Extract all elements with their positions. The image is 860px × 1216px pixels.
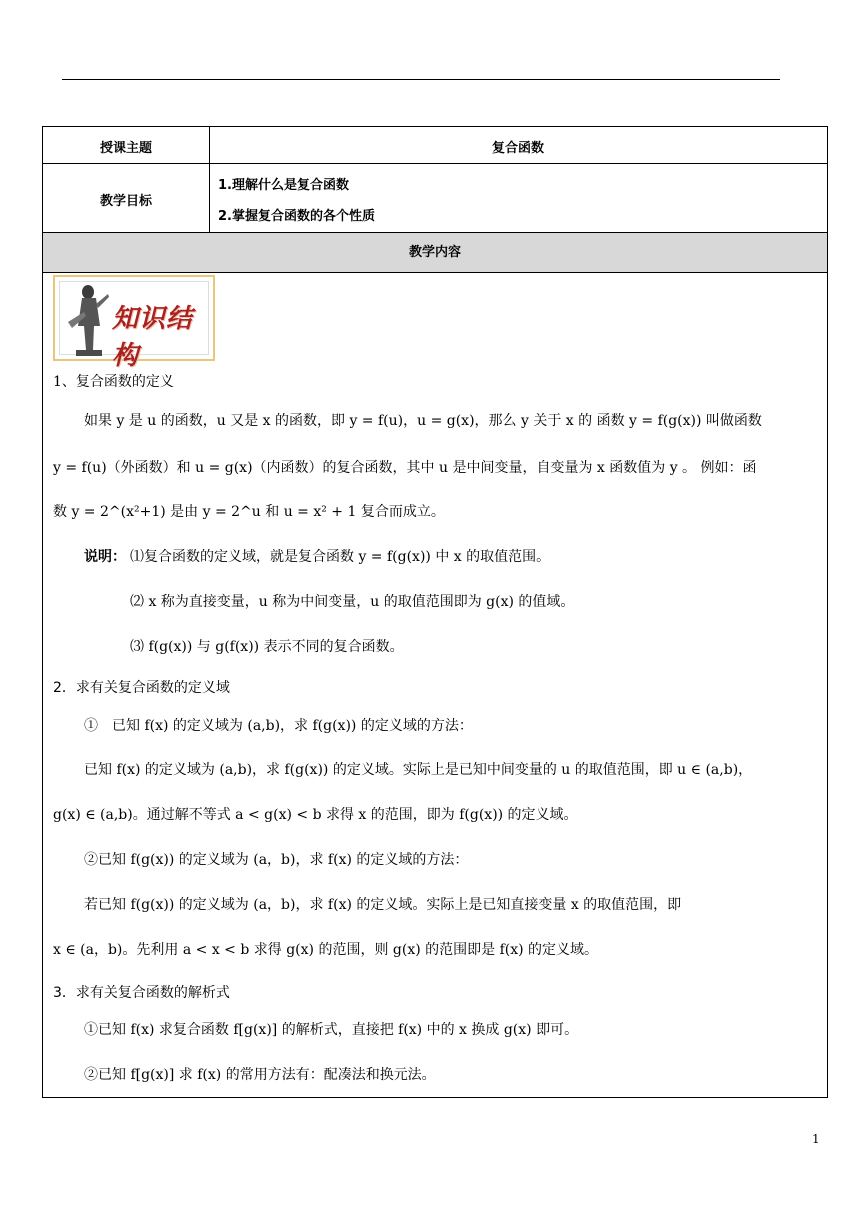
topic-label: 授课主题 [99,141,152,156]
banner-panel [59,281,209,371]
goal-row [43,164,827,233]
note-label: 说明： [84,549,126,565]
s2-method-2-line-2: x ∈ (a，b)。先利用 a < x < b 求得 g(x) 的范围，则 g(x) 的范围即是 f(x) 的定义域。 [53,942,599,958]
section-2-title: 2．求有关复合函数的定义域 [53,680,230,696]
s1-paragraph-1: 如果 y 是 u 的函数，u 又是 x 的函数，即 y = f(u)，u = g(x)，那么 y 关于 x 的 函数 y = f(g(x)) 叫做函数 [84,413,762,429]
warrior-figure-icon [62,282,110,358]
s1-paragraph-3: 数 y = 2^(x²+1) 是由 y = 2^u 和 u = x² + 1 复合而成立。 [53,504,445,520]
page-number: 1 [812,1132,820,1146]
s2-method-2: ②已知 f(g(x)) 的定义域为 (a，b)，求 f(x) 的定义域的方法： [84,852,469,868]
header-rule [62,79,780,80]
banner-text: 知识结构 [112,304,194,371]
goal-label: 教学目标 [99,194,152,209]
note-1: ⑴复合函数的定义域，就是复合函数 y = f(g(x)) 中 x 的取值范围。 [130,549,551,565]
s2-method-2-line-1: 若已知 f(g(x)) 的定义域为 (a，b)，求 f(x) 的定义域。实际上是已知直接变量 x 的取值范围，即 [84,897,682,913]
s3-method-1: ①已知 f(x) 求复合函数 f[g(x)] 的解析式，直接把 f(x) 中的 x 换成 g(x) 即可。 [84,1022,579,1038]
topic-row [43,127,827,164]
content-header: 教学内容 [43,233,827,273]
s2-method-1-line-2: g(x) ∈ (a,b)。通过解不等式 a < g(x) < b 求得 x 的范围，即为 f(g(x)) 的定义域。 [53,807,578,823]
column-divider [209,127,210,232]
s1-paragraph-2: y = f(u)（外函数）和 u = g(x)（内函数）的复合函数，其中 u 是中间变量，自变量为 x 函数值为 y 。 例如：函 [53,460,757,476]
note-2: ⑵ x 称为直接变量，u 称为中间变量，u 的取值范围即为 g(x) 的值域。 [130,594,575,610]
note-3: ⑶ f(g(x)) 与 g(f(x)) 表示不同的复合函数。 [130,639,404,655]
s3-method-2: ②已知 f[g(x)] 求 f(x) 的常用方法有：配凑法和换元法。 [84,1067,436,1083]
topic-value: 复合函数 [491,141,544,156]
knowledge-structure-banner [53,275,215,371]
s2-method-1: ① 已知 f(x) 的定义域为 (a,b)，求 f(g(x)) 的定义域的方法： [84,718,473,734]
section-1-title: 1、复合函数的定义 [53,374,174,390]
s2-method-1-line-1: 已知 f(x) 的定义域为 (a,b)，求 f(g(x)) 的定义域。实际上是已知中间变量的 u 的取值范围，即 u ∈ (a,b)， [84,762,753,778]
goal-1: 1.理解什么是复合函数 [218,178,349,193]
section-3-title: 3．求有关复合函数的解析式 [53,985,230,1001]
goal-2: 2.掌握复合函数的各个性质 [218,209,375,224]
